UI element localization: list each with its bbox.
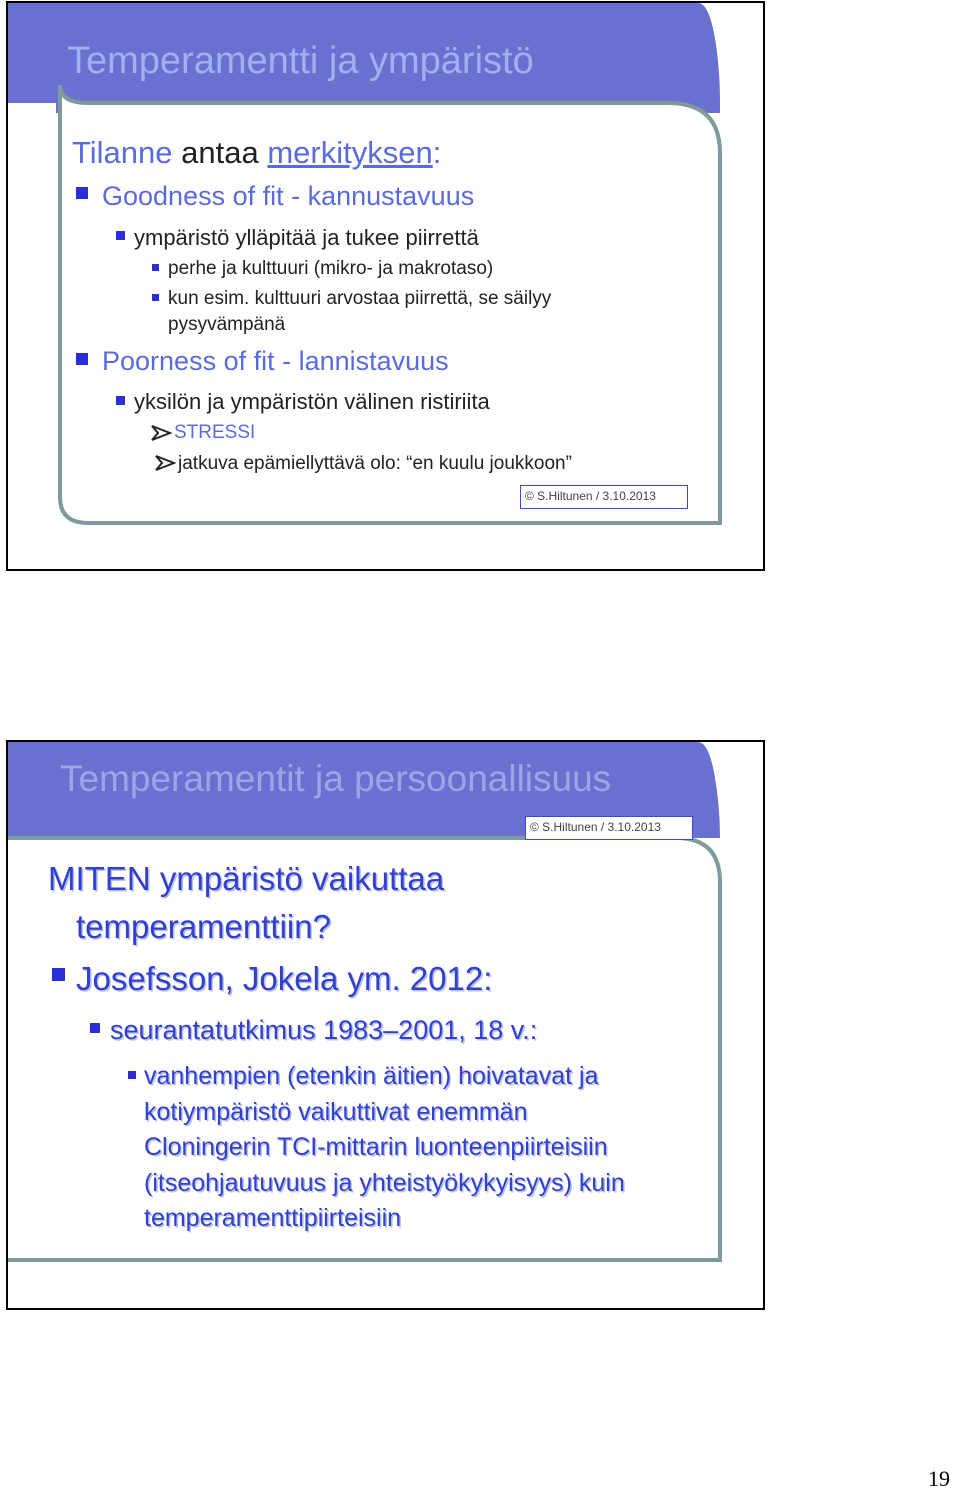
question-line1: MITEN ympäristö vaikuttaa [48, 860, 445, 897]
sub-sub-line-5: temperamenttipiirteisiin [144, 1204, 402, 1232]
question-line2: temperamenttiin? [76, 908, 331, 945]
sub-bullet-maintain: ympäristö ylläpitää ja tukee piirrettä [134, 225, 479, 250]
bullet-square-icon [116, 396, 125, 405]
sub-sub-line-3: Cloningerin TCI-mittarin luonteenpiirteisiin [144, 1133, 608, 1161]
copyright-box: © S.Hiltunen / 3.10.2013 [520, 485, 688, 509]
copyright-box: © S.Hiltunen / 3.10.2013 [525, 816, 693, 840]
sub-sub-bullet-culture-line2: pysyvämpänä [168, 314, 286, 335]
slide-heading [72, 135, 441, 171]
sub-sub-line-1: vanhempien (etenkin äitien) hoivatavat ja [144, 1062, 599, 1090]
bullet-square-icon [90, 1023, 100, 1033]
bullet-square-icon [152, 264, 159, 271]
bullet-square-icon [128, 1071, 136, 1079]
bullet-square-icon [52, 968, 65, 981]
arrow-bullet-icon [150, 423, 172, 443]
heading-part-colon: : [432, 135, 442, 170]
heading-part-meaning: merkityksen [267, 135, 433, 170]
bullet-source: Josefsson, Jokela ym. 2012: [76, 960, 493, 997]
sub-sub-bullet-culture-line1: kun esim. kulttuuri arvostaa piirrettä, se säilyy [168, 288, 552, 309]
slide-1 [6, 1, 765, 571]
slide-title: Temperamentit ja persoonallisuus [60, 758, 612, 799]
page-number: 19 [928, 1466, 950, 1491]
sub-sub-line-2: kotiympäristö vaikuttivat enemmän [144, 1098, 528, 1126]
sub-sub-bullet-family: perhe ja kulttuuri (mikro- ja makrotaso) [168, 258, 494, 279]
bullet-square-icon [76, 353, 88, 365]
arrow-bullet-icon [154, 453, 176, 473]
bullet-goodness-of-fit: Goodness of fit - kannustavuus [102, 181, 475, 211]
sub-bullet-study: seurantatutkimus 1983–2001, 18 v.: [110, 1015, 538, 1045]
bullet-square-icon [76, 187, 88, 199]
slide-2 [6, 740, 765, 1310]
heading-part-gives: antaa [181, 135, 268, 170]
bullet-square-icon [152, 294, 159, 301]
bullet-square-icon [116, 231, 125, 240]
arrow-item-stress: STRESSI [174, 422, 256, 443]
bullet-poorness-of-fit: Poorness of fit - lannistavuus [102, 346, 449, 376]
arrow-item-unpleasant-feeling: jatkuva epämiellyttävä olo: “en kuulu joukkoon” [178, 453, 572, 474]
sub-sub-line-4: (itseohjautuvuus ja yhteistyökykyisyys) kuin [144, 1169, 625, 1197]
heading-part-situation: Tilanne [72, 135, 182, 170]
slide-title: Temperamentti ja ympäristö [67, 40, 534, 82]
sub-bullet-conflict: yksilön ja ympäristön välinen ristiriita [134, 389, 490, 414]
